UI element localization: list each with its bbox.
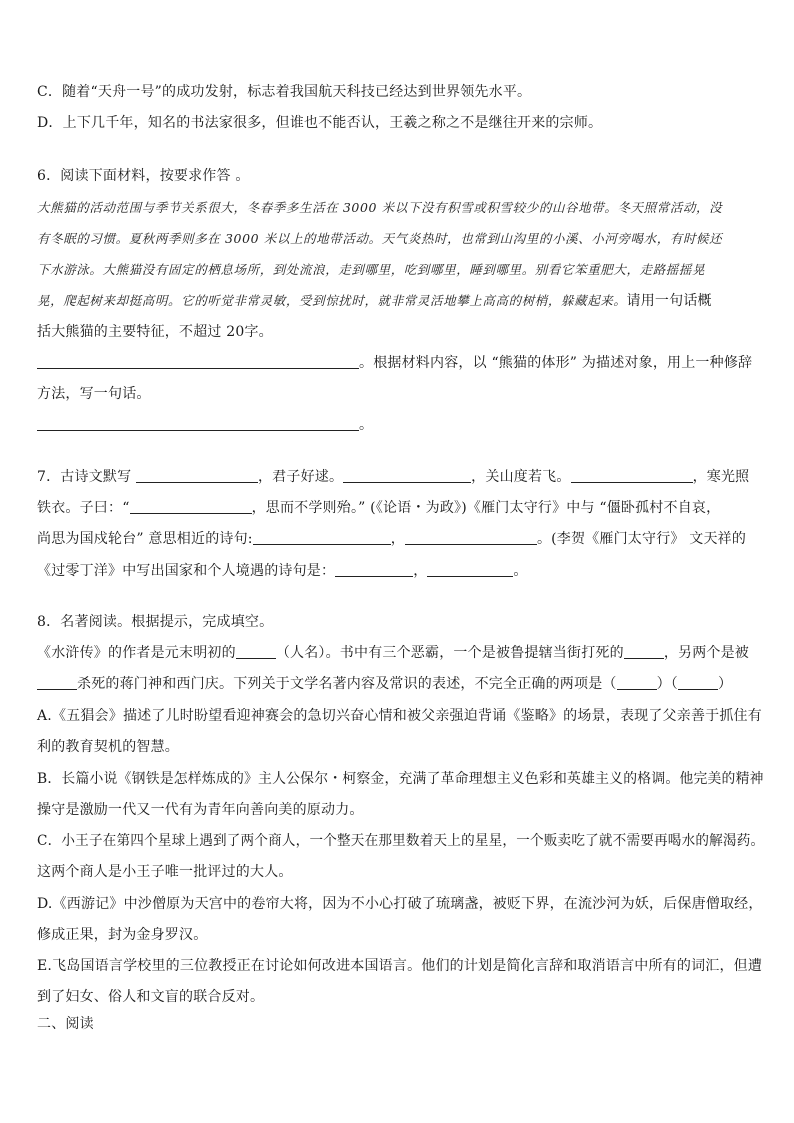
q7-text-3c: 。(李贺《雁门太守行》 文天祥的	[536, 531, 747, 547]
q8-text-2a: 杀死的蒋门神和西门庆。下列关于文学名著内容及常识的表述，不完全正确的两项是（	[77, 676, 617, 692]
q8-text-1c: ，另两个是被	[663, 645, 750, 661]
q6-material-line-4	[37, 291, 712, 311]
q7-heading: 7．古诗文默写	[37, 469, 132, 485]
q8-option-c-2: 这两个商人是小王子唯一批评过的大人。	[37, 864, 293, 880]
q5-option-d: D．上下几千年，知名的书法家很多，但谁也不能否认，王羲之称之不是继往开来的宗师。	[37, 115, 603, 131]
q6-task2-text: 。根据材料内容，以 “熊猫的体形” 为描述对象，用上一种修辞	[359, 355, 753, 371]
q7-line-1	[37, 467, 749, 487]
q7-line-4	[37, 561, 528, 581]
q7-blank-3[interactable]	[571, 468, 693, 483]
q8-heading: 8．名著阅读。根据提示，完成填空。	[37, 614, 274, 630]
q7-line-3	[37, 529, 746, 549]
q7-text-4c: 。	[513, 563, 528, 579]
q6-material-line-1: 大熊猫的活动范围与季节关系很大，冬春季多生活在 3000 米以下没有积雪或积雪较少的山谷地带。冬天照常活动，没	[37, 200, 723, 215]
q7-blank-8[interactable]	[427, 562, 513, 577]
q8-text-1b: （人名）。书中有三个恶霸，一个是被鲁提辖当街打死的	[275, 645, 624, 661]
q8-text-2c: ）	[718, 676, 733, 692]
q7-text-1d: ，寒光照	[692, 469, 750, 485]
q6-answer-row-2	[37, 415, 373, 435]
q6-material-line-3: 下水游泳。大熊猫没有固定的栖息场所，到处流浪，走到哪里，吃到哪里，睡到哪里。别看它笨重肥大，走路摇摇晃	[37, 262, 706, 277]
section-2-heading: 二、阅读	[37, 1016, 94, 1032]
q6-task2-cont: 方法，写一句话。	[37, 386, 151, 402]
q7-text-1b: ，君子好逑。	[257, 469, 344, 485]
q6-heading: 6．阅读下面材料，按要求作答 。	[37, 168, 250, 184]
q8-option-e-1: E.飞岛国语言学校里的三位教授正在讨论如何改进本国语言。他们的计划是简化言辞和取消语言中所有的词汇，但遭	[37, 958, 763, 974]
q8-blank-5[interactable]	[678, 675, 718, 690]
q7-text-4b: ，	[413, 563, 428, 579]
q8-option-d-2: 修成正果，封为金身罗汉。	[37, 927, 208, 943]
q8-blank-3[interactable]	[37, 675, 77, 690]
q6-material-line-2: 有冬眠的习惯。夏秋两季则多在 3000 米以上的地带活动。天气炎热时，也常到山沟里的小溪、小河旁喝水，有时候还	[37, 231, 723, 246]
q7-blank-5[interactable]	[253, 530, 391, 545]
q8-option-b-1: B．长篇小说《钢铁是怎样炼成的》主人公保尔・柯察金，充满了革命理想主义色彩和英雄主义的格调。他完美的精神	[37, 771, 764, 787]
q8-option-d-1: D.《西游记》中沙僧原为天宫中的卷帘大将，因为不小心打破了琉璃盏，被贬下界，在流沙河为妖，后保唐僧取经，	[37, 896, 763, 912]
q8-line-1	[37, 643, 749, 663]
q6-answer-blank-2[interactable]	[37, 416, 359, 431]
q6-material-hand-text: 晃，爬起树来却挺高明。它的听觉非常灵敏，受到惊扰时，就非常灵活地攀上高高的树梢，躲藏起来。	[37, 293, 627, 308]
q6-task1-cont: 括大熊猫的主要特征，不超过 20字。	[37, 324, 273, 340]
q8-option-b-2: 操守是激励一代又一代有为青年向善向美的原动力。	[37, 802, 364, 818]
q7-text-2b: ，思而不学则殆。” (《论语・为政》)《雁门太守行》中与 “僵卧孤村不自哀，	[251, 500, 721, 516]
q7-blank-4[interactable]	[130, 499, 252, 514]
q7-blank-1[interactable]	[136, 468, 258, 483]
q6-task1-start: 请用一句话概	[626, 293, 712, 309]
q5-option-c: C．随着“天舟一号”的成功发射，标志着我国航天科技已经达到世界领先水平。	[37, 84, 532, 100]
q8-option-c-1: C．小王子在第四个星球上遇到了两个商人，一个整天在那里数着天上的星星，一个贩卖吃了就不需要再喝水的解渴药。	[37, 833, 765, 849]
q8-line-2	[37, 674, 732, 694]
q7-text-2a: 铁衣。子曰：“	[37, 500, 130, 516]
q7-text-3a: 尚思为国戍轮台” 意思相近的诗句:	[37, 531, 253, 547]
q8-option-a-1: A.《五猖会》描述了儿时盼望看迎神赛会的急切兴奋心情和被父亲强迫背诵《鉴略》的场景，表现了父亲善于抓住有	[37, 708, 762, 724]
q8-blank-1[interactable]	[236, 644, 276, 659]
q7-text-1c: ，关山度若飞。	[471, 469, 571, 485]
q6-task2-end: 。	[359, 417, 374, 433]
q8-text-2b: ）（	[656, 676, 679, 692]
q8-blank-2[interactable]	[624, 644, 664, 659]
q7-line-2	[37, 498, 720, 518]
q7-blank-2[interactable]	[343, 468, 471, 483]
q8-text-1a: 《水浒传》的作者是元末明初的	[37, 645, 236, 661]
q7-blank-7[interactable]	[335, 562, 413, 577]
q8-blank-4[interactable]	[617, 675, 657, 690]
q7-text-4a: 《过零丁洋》中写出国家和个人境遇的诗句是：	[37, 563, 336, 579]
q8-option-a-2: 利的教育契机的智慧。	[37, 739, 179, 755]
q7-blank-6[interactable]	[405, 530, 537, 545]
q8-option-e-2: 到了妇女、俗人和文盲的联合反对。	[37, 989, 265, 1005]
q6-answer-row-1	[37, 353, 752, 373]
q6-answer-blank-1[interactable]	[37, 354, 359, 369]
q7-text-3b: ，	[390, 531, 405, 547]
